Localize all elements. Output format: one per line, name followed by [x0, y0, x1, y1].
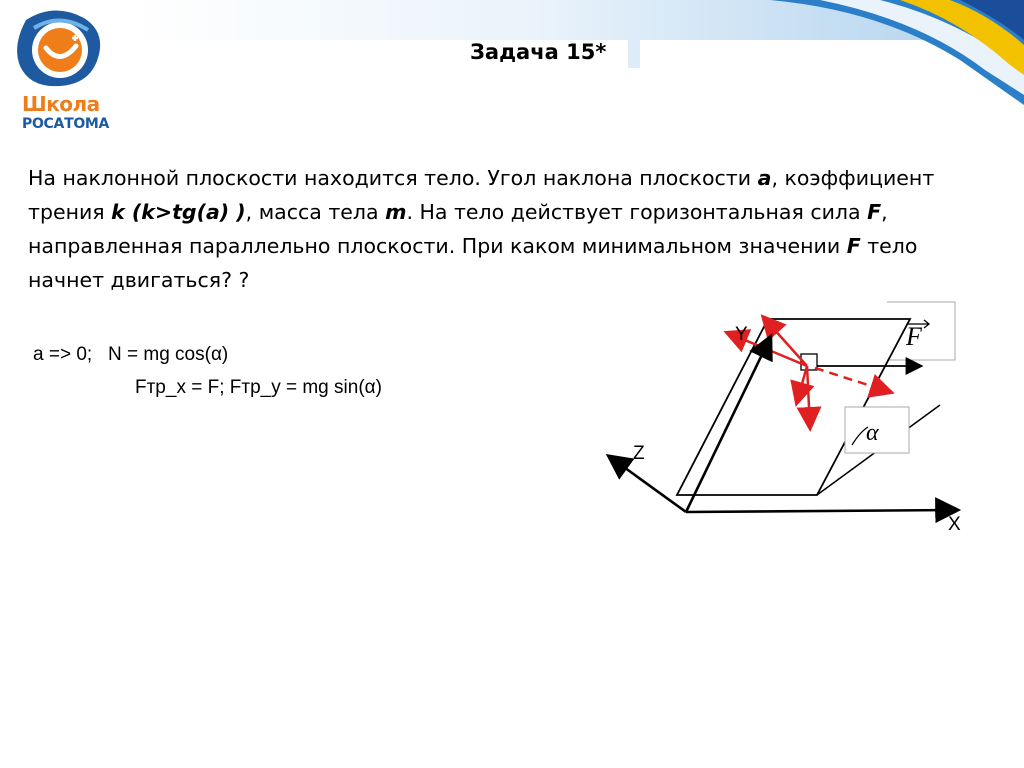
- page-title: Задача 15*: [470, 40, 607, 64]
- problem-text-2: , коэффициент трения: [28, 166, 935, 224]
- inclined-plane-diagram: [600, 296, 980, 536]
- logo-text-school: Школа: [22, 92, 100, 116]
- axis-x: [686, 510, 956, 512]
- problem-text-3: , масса тела: [245, 200, 386, 224]
- logo-text-rosatom: РОСАТОМА: [22, 116, 110, 132]
- problem-text-5: , направленная параллельно плоскости. При каком минимальном значении: [28, 200, 888, 258]
- axis-x-label: X: [948, 514, 961, 535]
- solution-line-1: a => 0; N = mg cos(α): [33, 344, 229, 365]
- force-label: F: [906, 322, 922, 351]
- problem-var-f2: F: [846, 234, 861, 258]
- force-label-box: [887, 302, 955, 360]
- angle-label: α: [866, 420, 879, 446]
- header-banner: [0, 0, 1024, 135]
- axis-z: [610, 457, 686, 512]
- solution-line-2: Fтр_x = F; Fтр_y = mg sin(α): [135, 377, 382, 398]
- axis-y-label: Y: [735, 324, 748, 345]
- rosatom-logo-icon: [14, 8, 104, 90]
- problem-var-k: k (k>tg(a) ): [111, 200, 246, 224]
- problem-text-6: тело начнет двигаться? ?: [28, 234, 918, 292]
- gravity-arrow: [807, 366, 810, 427]
- problem-var-alpha: a: [757, 166, 772, 190]
- problem-var-f1: F: [867, 200, 882, 224]
- problem-statement: [28, 161, 998, 297]
- problem-var-m: m: [385, 200, 407, 224]
- axis-y: [686, 338, 770, 512]
- axis-z-label: Z: [633, 443, 645, 464]
- normal-force-arrow: [764, 318, 807, 366]
- school-logo: [14, 8, 129, 130]
- problem-text-4: . На тело действует горизонтальная сила: [406, 200, 868, 224]
- gravity-component-arrow-1: [797, 366, 807, 402]
- problem-text-1: На наклонной плоскости находится тело. Угол наклона плоскости: [28, 166, 758, 190]
